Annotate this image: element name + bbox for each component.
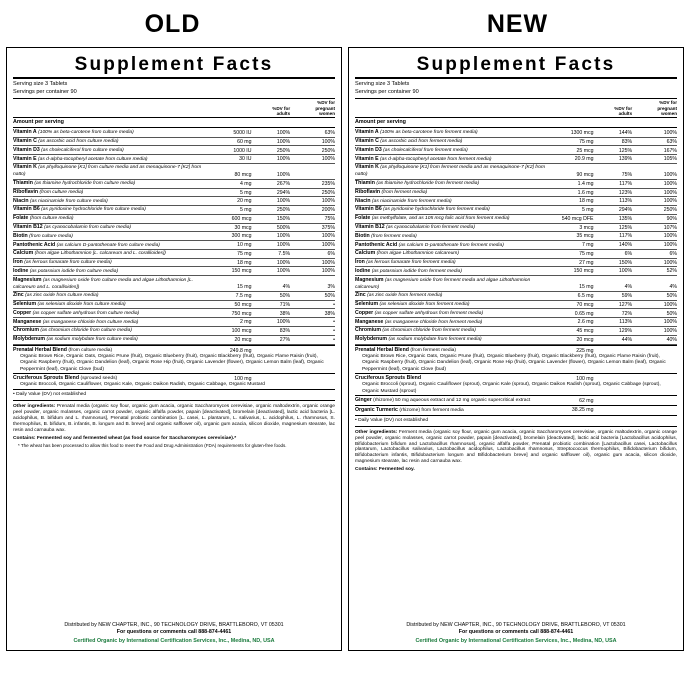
nutrient-dv-adults: 100% [255,197,294,206]
other-ingredients-text-old: Prenatal media (organic soy flour, organic gum acacia, organic Saccharomyces cerevisiae, organic maltodextrin, organic orange peel powder, organic molasses, organic carrot powder, organic alfalfa powder, papain [deactivated], bromelain [deactivated], lactic acid bacteria [L. acidophilus, B. bifidum and L. rhamnosus], Prenatal probiotic combination [L. casei, L. plantarum, L. salivarius, L. acidophilus, L. rhamnosus, S. thermophilus, B. bifidum, B. infantis, B. longum and B. breve] and organic safflower oil), organic gum acacia, silicon dioxide, magnesium stearate, lac resin and carnauba wax. [13,404,335,433]
nutrient-row [355,258,677,267]
nutrient-dv-adults: 83% [597,137,636,146]
nutrient-dv-pregnant: 100% [293,137,335,146]
nutrient-name: Calcium (from algae Lithothamnion calcareum) [355,249,555,258]
blends-new [355,345,677,415]
servings-per-container-new: Servings per container 90 [355,88,419,95]
nutrient-amount: 600 mcg [213,214,255,223]
nutrient-dv-pregnant: • [293,300,335,309]
nutrient-dv-adults: 113% [597,197,636,206]
nutrient-name: Biotin (from ferment media) [355,232,555,241]
nutrient-dv-pregnant: • [293,327,335,336]
nutrient-amount: 750 mcg [213,309,255,318]
nutrient-row [13,258,335,267]
nutrient-dv-adults: 7.5% [255,249,294,258]
serving-size-new: Serving size 3 Tablets [355,81,410,87]
blend-block [13,345,335,373]
header-new: NEW [486,10,549,38]
nutrient-row [13,276,335,292]
nutrient-name: Pantothenic Acid (as calcium D-pantothenate from ferment media) [355,241,555,250]
nutrient-name: Manganese (as manganese chloride from culture media) [13,318,213,327]
nutrient-amount: 30 mcg [213,223,255,232]
nutrient-name: Vitamin A (100% as beta-carotene from ferment media) [355,129,555,137]
nutrient-name: Vitamin K (as phylloquinone [K1] from culture media and as menaquinone-7 [K2] from natto) [13,164,213,180]
blend-block [13,373,335,388]
dv-header-row [13,100,335,116]
dv-pregnant-header: %DV for pregnant women [315,100,335,116]
nutrient-name: Manganese (as manganese chloride from ferment media) [355,318,555,327]
blend-block [355,345,677,373]
nutrient-dv-adults: 38% [255,309,294,318]
nutrient-dv-pregnant: 200% [293,206,335,215]
nutrient-name: Zinc (as zinc oxide from culture media) [13,291,213,300]
nutrient-row [13,197,335,206]
other-ingredients-label-new: Other ingredients: [355,429,398,435]
nutrient-name: Riboflavin (from ferment media) [355,188,555,197]
blend-ingredients: Organic Brown Rice, Organic Oats, Organic Prune (fruit), Organic Blueberry (fruit), Organic Blackberry (fruit), Organic Flame Raisin (fruit), Organic Raspberry (fruit), Organic Dandelion (leaf), Organic Rose Hip (fruit), Organic Lavender (flower), Organic Lemon Balm (leaf), Organic Peppermint (leaf), Organic Clove (bud) [362,354,666,372]
nutrient-dv-pregnant: 75% [293,214,335,223]
questions-new: For questions or comments call 888-874-4461 [458,628,574,635]
nutrient-name: Selenium (as selenium dioxide from ferment media) [355,300,555,309]
nutrient-amount: 7 mg [555,241,597,250]
questions-old: For questions or comments call 888-874-4461 [116,628,232,635]
nutrient-dv-pregnant: 100% [635,258,677,267]
nutrient-dv-pregnant: 100% [635,327,677,336]
dv-note-new: • Daily Value (DV) not established [355,417,429,423]
nutrient-dv-adults: 117% [597,232,636,241]
nutrient-amount: 150 mcg [555,267,597,276]
nutrient-row [13,232,335,241]
nutrient-dv-adults: 100% [255,258,294,267]
nutrient-dv-adults: 44% [597,335,636,344]
nutrient-row [355,309,677,318]
nutrient-row [13,300,335,309]
nutrient-name: Vitamin D3 (as cholecalciferol from ferment media) [355,146,555,155]
nutrient-row [13,146,335,155]
panels-container [0,39,690,651]
nutrient-name: Vitamin B6 (as pyridoxine hydrochloride from ferment media) [355,206,555,215]
nutrient-amount: 75 mg [555,249,597,258]
other-ingredients-new [355,428,677,465]
nutrient-row [355,327,677,336]
nutrient-name: Molybdenum (as sodium molybdate from ferment media) [355,335,555,344]
other-ingredients-text-new: Ferment media (organic soy flour, organic gum acacia, organic Saccharomyces cerevisiae, organic maltodextrin, organic orange peel powder, organic molasses, organic carrot powder, papain [deactivated], bromelain [deactivated], lactic acid bacteria [Lactobacillus acidophilus, Bifidobacterium bifidum and Lactobacillus rhamnosus], organic alfalfa powder, Prenatal probiotic combination [Lactobacillus casei, Lactobacillus plantarum, Lactobacillus salivarius, Lactobacillus acidophilus, Lactobacillus rhamnosus, Streptococcus thermophilus, Bifidobacterium bifidum, Bifidobacterium infantis, Bifidobacterium longum and Bifidobacterium breve] and organic safflower oil), organic gum acacia, silicon dioxide, magnesium stearate, lac resin and carnauba wax. [355,429,678,465]
panel-headers [0,0,690,39]
nutrient-dv-pregnant: 100% [635,179,677,188]
supplement-facts-panel-old [6,47,342,651]
nutrient-dv-adults: 267% [255,179,294,188]
nutrient-dv-pregnant: 167% [635,146,677,155]
nutrient-row [355,206,677,215]
nutrient-amount: 25 mcg [555,146,597,155]
nutrient-dv-adults: 127% [597,300,636,309]
nutrient-dv-pregnant: 100% [635,164,677,180]
nutrient-row [13,335,335,344]
nutrient-dv-adults: 294% [597,206,636,215]
nutrient-name: Vitamin B12 (as cyanocobalamin from ferment media) [355,223,555,232]
nutrient-name: Chromium (as chromium chloride from culture media) [13,327,213,336]
nutrient-row [355,129,677,137]
nutrient-amount: 20 mg [213,197,255,206]
nutrient-amount: 27 mg [555,258,597,267]
blend-ingredients: Organic Brown Rice, Organic Oats, Organic Prune (fruit), Organic Blueberry (fruit), Organic Blackberry (fruit), Organic Flame Raisin (fruit), Organic Raspberry (fruit), Organic Dandelion (leaf), Organic Rose Hip (fruit), Organic Lavender (flower), Organic Lemon Balm (leaf), Organic Peppermint (leaf), Organic Clove (bud) [20,354,324,372]
nutrient-dv-adults: 250% [255,146,294,155]
nutrient-row [13,188,335,197]
nutrient-dv-adults: 150% [255,214,294,223]
nutrient-amount: 5 mg [555,206,597,215]
dv-pregnant-header: %DV for pregnant women [657,100,677,116]
contains-old: Contains: Fermented soy and fermented wheat (as food source for Saccharomyces cerevisiae).* [13,435,237,441]
nutrient-amount: 1000 IU [213,146,255,155]
nutrient-row [13,291,335,300]
blend-amount: 249.8 mg [229,347,252,354]
nutrient-name: Biotin (from culture media) [13,232,213,241]
nutrient-name: Vitamin C (as ascorbic acid from culture media) [13,137,213,146]
nutrient-dv-adults: 100% [255,155,294,164]
divider [355,77,677,79]
blend-name: Prenatal Herbal Blend (from ferment media) [355,346,457,353]
nutrient-amount: 15 mg [555,276,597,292]
nutrient-dv-adults: 139% [597,155,636,164]
nutrient-amount: 1.4 mg [555,179,597,188]
nutrient-dv-pregnant: 105% [635,155,677,164]
blend-amount: 38.25 mg [571,407,594,414]
nutrient-name: Calcium (from algae Lithothamnion [L. calcareum and L. corallioides]) [13,249,213,258]
nutrient-dv-pregnant: 63% [635,137,677,146]
nutrient-dv-pregnant: 250% [293,188,335,197]
nutrient-amount: 100 mcg [213,327,255,336]
dv-note-old: • Daily Value (DV) not established [13,392,87,398]
nutrient-dv-adults: 125% [597,223,636,232]
nutrient-amount: 20.9 mg [555,155,597,164]
nutrient-row [355,155,677,164]
nutrient-dv-pregnant: 4% [635,276,677,292]
nutrient-dv-adults: 100% [255,164,294,180]
nutrient-dv-pregnant: 100% [293,155,335,164]
nutrient-dv-pregnant: 100% [635,241,677,250]
panel-title-old: Supplement Facts [74,54,274,75]
nutrient-dv-pregnant: 6% [635,249,677,258]
nutrient-amount: 1.6 mg [555,188,597,197]
nutrient-amount: 7.5 mg [213,291,255,300]
nutrient-amount: 5 mg [213,188,255,197]
nutrient-row [355,223,677,232]
nutrient-dv-adults: 75% [597,164,636,180]
nutrient-row [355,232,677,241]
nutrient-row [355,164,677,180]
servings-per-container-old: Servings per container 90 [13,88,77,95]
blend-name: Ginger (rhizome) 50 mg aqueous extract and 12 mg organic supercritical extract [355,397,531,404]
nutrient-amount: 10 mg [213,241,255,250]
nutrient-name: Chromium (as chromium chloride from ferment media) [355,327,555,336]
nutrient-dv-pregnant: 100% [293,197,335,206]
nutrient-dv-adults: 144% [597,129,636,137]
nutrient-amount: 60 mg [213,137,255,146]
nutrient-dv-pregnant: 50% [293,291,335,300]
nutrient-dv-adults: 50% [255,291,294,300]
nutrient-amount: 45 mcg [555,327,597,336]
blend-block [355,373,677,395]
distributed-by-old: Distributed by NEW CHAPTER, INC., 90 TECHNOLOGY DRIVE, BRATTLEBORO, VT 05301 [64,622,284,629]
nutrient-amount: 50 mcg [213,300,255,309]
nutrient-dv-pregnant: 100% [635,129,677,137]
nutrient-amount: 90 mcg [555,164,597,180]
nutrient-amount: 6.5 mg [555,291,597,300]
nutrient-name: Vitamin B12 (as cyanocobalamin from culture media) [13,223,213,232]
distributed-by-new: Distributed by NEW CHAPTER, INC., 90 TECHNOLOGY DRIVE, BRATTLEBORO, VT 05301 [406,622,626,629]
nutrient-dv-pregnant: 40% [635,335,677,344]
nutrient-amount: 540 mcg DFE [555,214,597,223]
nutrient-amount: 150 mcg [213,267,255,276]
nutrient-name: Iodine (as potassium iodide from culture media) [13,267,213,276]
nutrient-dv-pregnant: 100% [635,318,677,327]
nutrient-dv-adults: 100% [255,318,294,327]
nutrient-dv-pregnant: 3% [293,276,335,292]
nutrient-dv-pregnant: 100% [635,300,677,309]
nutrient-amount: 18 mg [555,197,597,206]
nutrient-dv-adults: 250% [255,206,294,215]
blend-name: Prenatal Herbal Blend (from culture media) [13,346,113,353]
nutrient-amount: 300 mcg [213,232,255,241]
nutrient-row [13,241,335,250]
nutrient-name: Iron (as ferrous fumarate from ferment media) [355,258,555,267]
nutrient-amount: 20 mcg [213,335,255,344]
nutrient-amount: 70 mcg [555,300,597,309]
supplement-facts-panel-new [348,47,684,651]
dv-adults-header: %DV for adults [272,105,291,116]
nutrient-name: Iodine (as potassium iodide from ferment media) [355,267,555,276]
nutrient-dv-pregnant: 50% [635,309,677,318]
nutrient-dv-pregnant: • [293,318,335,327]
nutrient-name: Magnesium (as magnesium oxide from culture media and algae Lithothamnion [L. calcareum and L. corallioides]) [13,276,213,292]
nutrient-name: Zinc (as zinc oxide from ferment media) [355,291,555,300]
nutrient-amount: 5 mg [213,206,255,215]
nutrient-row [13,206,335,215]
cert-organic-new: Certified Organic by International Certification Services, Inc., Medina, ND, USA [415,638,617,645]
nutrient-amount: 18 mg [213,258,255,267]
nutrient-name: Vitamin K (as phylloquinone [K1] from ferment media and as menaquinone-7 [K2] from natto) [355,164,555,180]
nutrient-dv-pregnant: 100% [293,258,335,267]
nutrient-dv-pregnant: 250% [635,206,677,215]
nutrient-name: Niacin (as niacinamide from culture media) [13,197,213,206]
nutrient-name: Riboflavin (from culture media) [13,188,213,197]
nutrient-amount: 75 mg [213,249,255,258]
nutrient-dv-adults: 100% [255,232,294,241]
nutrient-dv-pregnant: 100% [635,197,677,206]
nutrient-row [355,318,677,327]
nutrient-amount: 4 mg [213,179,255,188]
blend-name: Cruciferous Sprouts Blend (sprouted seeds) [13,375,118,382]
nutrient-dv-pregnant: 100% [635,188,677,197]
divider [355,98,677,99]
nutrient-amount: 1300 mcg [555,129,597,137]
cert-organic-old: Certified Organic by International Certification Services, Inc., Medina, ND, USA [73,638,275,645]
nutrient-dv-adults: 4% [255,276,294,292]
nutrient-dv-pregnant: 6% [293,249,335,258]
nutrient-name: Vitamin A (100% as beta-carotene from culture media) [13,129,213,137]
nutrient-name: Vitamin B6 (as pyridoxine hydrochloride from culture media) [13,206,213,215]
nutrient-dv-adults: 500% [255,223,294,232]
nutrient-dv-pregnant: 107% [635,223,677,232]
nutrient-dv-pregnant: • [293,335,335,344]
nutrient-amount: 30 IU [213,155,255,164]
nutrient-amount: 0.65 mg [555,309,597,318]
nutrient-dv-pregnant: 375% [293,223,335,232]
blend-amount: 100 mg [234,375,252,382]
nutrient-dv-adults: 117% [597,179,636,188]
nutrient-dv-pregnant: 50% [635,291,677,300]
facts-table-new [355,100,677,344]
nutrient-row [355,214,677,223]
blend-amount: 100 mg [576,375,594,382]
nutrient-row [355,197,677,206]
nutrient-name: Vitamin C (as ascorbic acid from ferment media) [355,137,555,146]
nutrient-dv-adults: 100% [255,241,294,250]
nutrient-dv-pregnant: 100% [293,267,335,276]
nutrient-name: Magnesium (as magnesium oxide from ferment media and algae Lithothamnion calcareum) [355,276,555,292]
amount-per-serving-row-old: Amount per serving [13,119,64,126]
nutrient-dv-adults: 6% [597,249,636,258]
nutrient-dv-adults: 71% [255,300,294,309]
nutrient-row [13,164,335,180]
nutrient-dv-pregnant: 250% [293,146,335,155]
nutrient-name: Vitamin D3 (as cholecalciferol from culture media) [13,146,213,155]
nutrient-dv-pregnant: 63% [293,129,335,137]
gluten-note-old: * The wheat has been processed to allow this food to meet the Food and Drug Administration (FDA) requirements for gluten-free foods. [18,442,287,448]
header-old: OLD [144,10,201,38]
nutrient-dv-adults: 135% [597,214,636,223]
blend-amount: 62 mg [579,397,594,404]
nutrient-row [13,327,335,336]
nutrient-dv-adults: 129% [597,327,636,336]
nutrient-row [13,309,335,318]
nutrient-name: Folate (from culture media) [13,214,213,223]
nutrient-dv-pregnant: 38% [293,309,335,318]
nutrient-row [355,335,677,344]
contains-new: Contains: Fermented soy. [355,467,415,473]
nutrient-row [355,276,677,292]
nutrient-dv-adults: 59% [597,291,636,300]
facts-table-old [13,100,335,344]
nutrient-name: Niacin (as niacinamide from ferment media) [355,197,555,206]
other-ingredients-label-old: Other ingredients: [13,404,56,410]
nutrient-dv-pregnant: 100% [635,232,677,241]
nutrient-dv-pregnant: 235% [293,179,335,188]
nutrient-dv-adults: 100% [255,267,294,276]
nutrient-row [355,249,677,258]
nutrient-row [13,223,335,232]
nutrient-dv-pregnant: 52% [635,267,677,276]
nutrient-name: Iron (as ferrous fumarate from culture media) [13,258,213,267]
nutrient-amount: 80 mcg [213,164,255,180]
blend-amount: 225 mg [576,347,594,354]
blend-block [355,395,677,404]
nutrient-row [13,318,335,327]
nutrient-dv-pregnant [293,164,335,180]
blend-ingredients: Organic Broccoli (sprout), Organic Cauliflower (sprout), Organic Kale (sprout), Organic Daikon Radish (sprout), Organic Cabbage (sprout), Organic Mustard (sprout) [362,382,661,394]
nutrient-dv-adults: 125% [597,146,636,155]
blend-block [355,405,677,414]
nutrient-name: Selenium (as selenium dioxide from culture media) [13,300,213,309]
nutrient-name: Thiamin (as thiamine hydrochloride from culture media) [13,179,213,188]
blend-ingredients: Organic Broccoli, Organic Cauliflower, Organic Kale, Organic Daikon Radish, Organic Cabbage, Organic Mustard [20,382,265,388]
divider [13,77,335,79]
divider [13,98,335,99]
nutrient-name: Pantothenic Acid (as calcium D-pantothenate from culture media) [13,241,213,250]
nutrient-amount: 75 mg [555,137,597,146]
nutrient-dv-adults: 123% [597,188,636,197]
nutrient-row [13,214,335,223]
nutrient-row [355,241,677,250]
nutrient-row [13,155,335,164]
nutrient-amount: 2 mg [213,318,255,327]
nutrient-dv-adults: 27% [255,335,294,344]
other-ingredients-old [13,402,335,434]
nutrient-dv-adults: 100% [597,267,636,276]
nutrient-name: Vitamin E (as d-alpha-tocopheryl acetate from culture media) [13,155,213,164]
blend-name: Organic Turmeric (rhizome) from ferment media [355,406,464,413]
nutrient-amount: 15 mg [213,276,255,292]
nutrient-name: Copper (as copper sulfate anhydrous from culture media) [13,309,213,318]
nutrient-amount: 35 mcg [555,232,597,241]
dv-header-row [355,100,677,116]
nutrient-dv-adults: 113% [597,318,636,327]
dv-adults-header: %DV for adults [614,105,633,116]
nutrient-dv-adults: 100% [255,137,294,146]
nutrient-amount: 3 mcg [555,223,597,232]
amount-per-serving-row-new: Amount per serving [355,119,406,126]
nutrient-name: Thiamin (as thiamine hydrochloride from ferment media) [355,179,555,188]
nutrient-name: Molybdenum (as sodium molybdate from culture media) [13,335,213,344]
nutrient-dv-adults: 100% [255,129,294,137]
blend-name: Cruciferous Sprouts Blend [355,375,422,382]
nutrient-dv-adults: 83% [255,327,294,336]
nutrient-dv-adults: 140% [597,241,636,250]
nutrient-dv-adults: 294% [255,188,294,197]
nutrient-row [355,146,677,155]
nutrient-dv-adults: 150% [597,258,636,267]
nutrient-row [13,249,335,258]
nutrient-row [355,267,677,276]
nutrient-name: Vitamin E (as d-alpha-tocopheryl acetate from ferment media) [355,155,555,164]
nutrient-row [13,267,335,276]
nutrient-row [355,300,677,309]
nutrient-amount: 2.6 mg [555,318,597,327]
nutrient-amount: 5000 IU [213,129,255,137]
nutrient-row [355,179,677,188]
nutrient-row [355,291,677,300]
nutrient-row [355,188,677,197]
nutrient-row [13,137,335,146]
panel-title-new: Supplement Facts [416,54,616,75]
nutrient-name: Folate (as methylfolate, and as 105 mcg folic acid from ferment media) [355,214,555,223]
blends-old [13,345,335,389]
nutrient-amount: 20 mcg [555,335,597,344]
nutrient-row [13,179,335,188]
nutrient-row [13,129,335,137]
nutrient-dv-pregnant: 90% [635,214,677,223]
nutrient-dv-adults: 4% [597,276,636,292]
nutrient-row [355,137,677,146]
nutrient-name: Copper (as copper sulfate anhydrous from ferment media) [355,309,555,318]
nutrient-dv-adults: 72% [597,309,636,318]
serving-size-old: Serving size 3 Tablets [13,81,68,87]
nutrient-dv-pregnant: 100% [293,232,335,241]
nutrient-dv-pregnant: 100% [293,241,335,250]
